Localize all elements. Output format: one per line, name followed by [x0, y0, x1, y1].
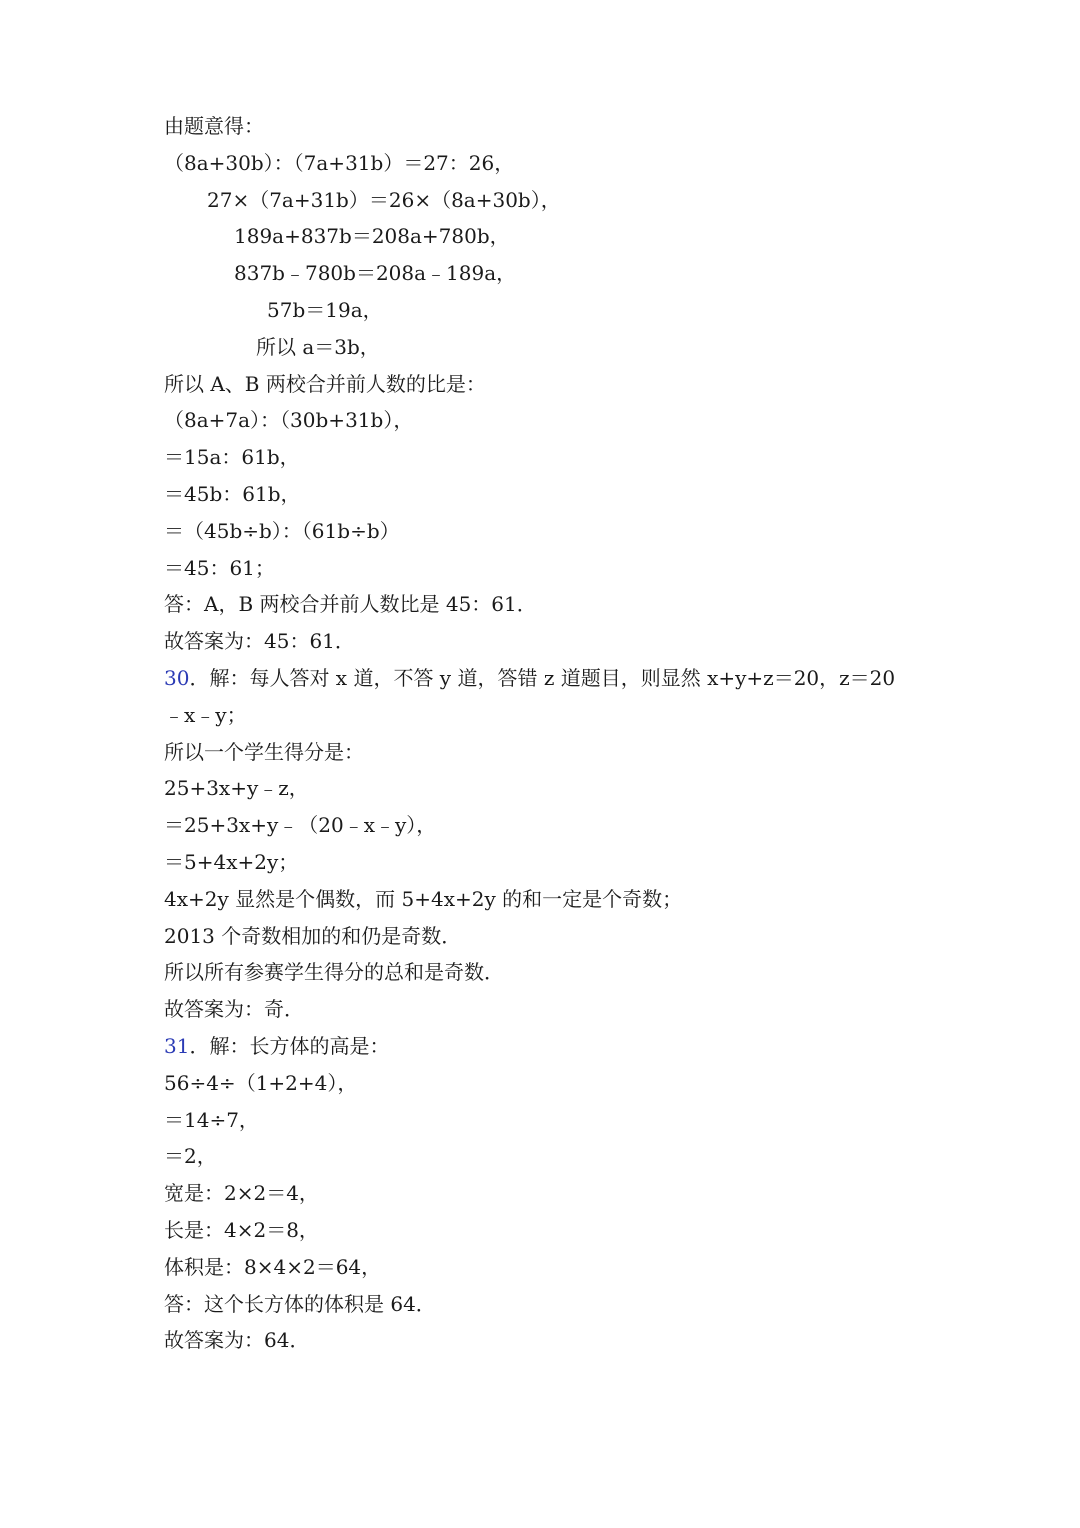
text-line — [164, 991, 304, 1027]
text-line — [164, 402, 413, 438]
line-text: ＝25+3x+y﹣（20﹣x﹣y）， — [164, 813, 437, 838]
line-text: 故答案为：奇． — [164, 997, 304, 1022]
text-line — [164, 734, 364, 770]
line-text: 体积是：8×4×2＝64， — [164, 1254, 382, 1279]
text-line — [164, 844, 298, 880]
text-line — [234, 255, 516, 291]
line-text: 27×（7a+31b）＝26×（8a+30b）， — [207, 187, 561, 212]
line-text: ．解：每人答对 x 道，不答 y 道，答错 z 道题目，则显然 x+y+z＝20，z＝20 — [189, 666, 896, 690]
line-text: 宽是：2×2＝4， — [164, 1181, 319, 1206]
text-line — [164, 476, 301, 512]
text-line — [256, 329, 380, 365]
line-text: 所以一个学生得分是： — [164, 739, 364, 764]
text-line — [267, 292, 383, 328]
text-line — [207, 182, 561, 218]
line-text: 837b﹣780b＝208a﹣189a， — [234, 261, 517, 286]
text-line — [164, 1286, 436, 1322]
line-text: ＝15a：61b， — [164, 445, 300, 470]
line-text: ＝45：61； — [164, 555, 275, 580]
text-line — [164, 1175, 319, 1211]
line-text: （8a+30b）：（7a+31b）＝27：26， — [164, 150, 515, 175]
text-line — [164, 366, 486, 402]
line-text: 57b＝19a， — [267, 298, 383, 322]
line-text: ＝14÷7， — [164, 1107, 259, 1132]
line-text: ﹣x﹣y； — [164, 702, 247, 727]
text-line — [164, 145, 514, 181]
line-text: 所以所有参赛学生得分的总和是奇数． — [164, 960, 504, 985]
text-line — [164, 1212, 319, 1248]
text-line — [164, 881, 682, 917]
line-text: ．解：长方体的高是： — [189, 1034, 390, 1058]
line-text: ＝2， — [164, 1144, 217, 1169]
line-text: ＝5+4x+2y； — [164, 850, 299, 874]
text-line — [164, 1065, 357, 1101]
line-text: 所以 a＝3b， — [256, 334, 380, 359]
text-line — [164, 1322, 309, 1358]
line-text: 189a+837b＝208a+780b， — [234, 224, 510, 249]
text-line — [164, 1249, 381, 1285]
text-line — [164, 1102, 259, 1138]
line-text: 故答案为：64． — [164, 1328, 310, 1353]
text-line — [164, 623, 355, 659]
text-line — [164, 439, 300, 475]
text-line — [164, 550, 275, 586]
line-text: 由题意得： — [164, 114, 264, 138]
text-line — [164, 108, 264, 144]
line-text: 长是：4×2＝8， — [164, 1218, 319, 1242]
line-text: （8a+7a）：（30b+31b）， — [164, 408, 414, 433]
line-text: 25+3x+y﹣z， — [164, 776, 309, 801]
text-line — [164, 954, 504, 990]
text-line — [164, 807, 436, 843]
text-line — [164, 918, 461, 954]
text-line — [164, 1028, 389, 1064]
line-text: 所以 A、B 两校合并前人数的比是： — [164, 371, 486, 396]
question-number: 30 — [164, 666, 190, 690]
text-line — [164, 660, 895, 696]
text-line — [164, 586, 537, 622]
line-text: 2013 个奇数相加的和仍是奇数． — [164, 923, 462, 948]
line-text: 答：这个长方体的体积是 64． — [164, 1291, 436, 1316]
text-line — [164, 1138, 217, 1174]
line-text: 故答案为：45：61． — [164, 629, 355, 654]
text-line — [164, 513, 400, 549]
line-text: ＝（45b÷b）：（61b÷b） — [164, 518, 400, 543]
line-text: 56÷4÷（1+2+4）， — [164, 1070, 358, 1095]
text-line — [164, 697, 247, 733]
line-text: 答：A，B 两校合并前人数比是 45：61． — [164, 592, 537, 617]
line-text: ＝45b：61b， — [164, 482, 301, 506]
text-line — [234, 218, 510, 254]
text-line — [164, 770, 309, 806]
question-number: 31 — [164, 1034, 190, 1058]
line-text: 4x+2y 显然是个偶数，而 5+4x+2y 的和一定是个奇数； — [164, 886, 683, 911]
